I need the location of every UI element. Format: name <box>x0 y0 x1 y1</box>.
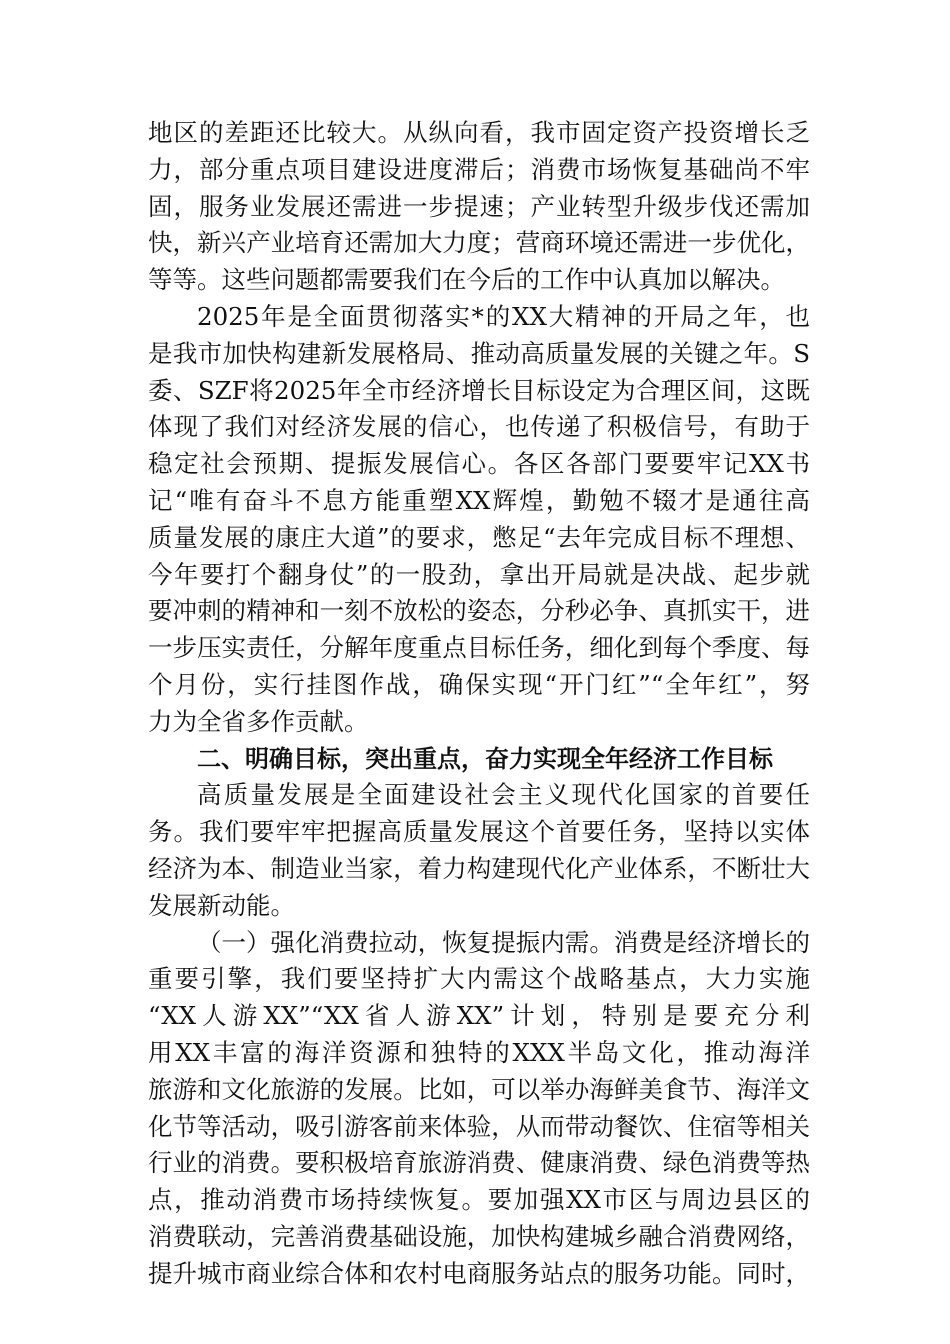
paragraph-line: 快，新兴产业培育还需加大力度；营商环境还需进一步优化， <box>148 228 810 258</box>
paragraph-line: 质量发展的康庄大道”的要求，憋足“去年完成目标不理想、 <box>148 522 810 552</box>
paragraph-line: 2025年是全面贯彻落实*的XX大精神的开局之年，也 <box>197 301 810 331</box>
paragraph-line: （一）强化消费拉动，恢复提振内需。消费是经济增长的 <box>197 927 810 957</box>
paragraph-line: 今年要打个翻身仗”的一股劲，拿出开局就是决战、起步就 <box>148 559 810 589</box>
paragraph-line: 行业的消费。要积极培育旅游消费、健康消费、绿色消费等热 <box>148 1148 810 1178</box>
document-page <box>148 115 810 1293</box>
paragraph-line: 消费联动，完善消费基础设施，加快构建城乡融合消费网络， <box>148 1221 810 1251</box>
paragraph-line: 旅游和文化旅游的发展。比如，可以举办海鲜美食节、海洋文 <box>148 1074 810 1104</box>
paragraph-line: 等等。这些问题都需要我们在今后的工作中认真加以解决。 <box>148 265 785 295</box>
paragraph-line: “XX人游XX”“XX省人游XX”计划，特别是要充分利 <box>148 1001 810 1031</box>
paragraph-line: 地区的差距还比较大。从纵向看，我市固定资产投资增长乏 <box>148 118 810 147</box>
paragraph-line: 是我市加快构建新发展格局、推动高质量发展的关键之年。S <box>148 338 810 368</box>
paragraph-line: 固，服务业发展还需进一步提速；产业转型升级步伐还需加 <box>148 191 810 221</box>
paragraph-line: 要冲刺的精神和一刻不放松的姿态，分秒必争、真抓实干，进 <box>148 596 810 626</box>
paragraph-line: 点，推动消费市场持续恢复。要加强XX市区与周边县区的 <box>148 1185 810 1215</box>
paragraph-line: 发展新动能。 <box>148 890 295 920</box>
paragraph-line: 稳定社会预期、提振发展信心。各区各部门要要牢记XX书 <box>148 449 810 479</box>
paragraph-line: 化节等活动，吸引游客前来体验，从而带动餐饮、住宿等相关 <box>148 1111 810 1141</box>
paragraph-line: 一步压实责任，分解年度重点目标任务，细化到每个季度、每 <box>148 633 810 663</box>
paragraph-line: 重要引擎，我们要坚持扩大内需这个战略基点，大力实施 <box>148 964 810 994</box>
paragraph-line: 高质量发展是全面建设社会主义现代化国家的首要任 <box>197 780 810 810</box>
paragraph-line: 力为全省多作贡献。 <box>148 706 369 736</box>
paragraph-line: 力，部分重点项目建设进度滞后；消费市场恢复基础尚不牢 <box>148 154 810 184</box>
section-heading: 二、明确目标，突出重点，奋力实现全年经济工作目标 <box>197 744 773 773</box>
paragraph-line: 记“唯有奋斗不息方能重塑XX辉煌，勤勉不辍才是通往高 <box>148 485 810 515</box>
paragraph-line: 经济为本、制造业当家，着力构建现代化产业体系，不断壮大 <box>148 853 810 883</box>
paragraph-line: 个月份，实行挂图作战，确保实现“开门红”“全年红”，努 <box>148 669 810 699</box>
paragraph-line: 务。我们要牢牢把握高质量发展这个首要任务，坚持以实体 <box>148 817 810 847</box>
paragraph-line: 用XX丰富的海洋资源和独特的XXX半岛文化，推动海洋 <box>148 1037 810 1067</box>
paragraph-line: 体现了我们对经济发展的信心，也传递了积极信号，有助于 <box>148 412 810 442</box>
paragraph-line: 提升城市商业综合体和农村电商服务站点的服务功能。同时， <box>148 1258 810 1288</box>
paragraph-line: 委、SZF将2025年全市经济增长目标设定为合理区间，这既 <box>148 375 810 405</box>
